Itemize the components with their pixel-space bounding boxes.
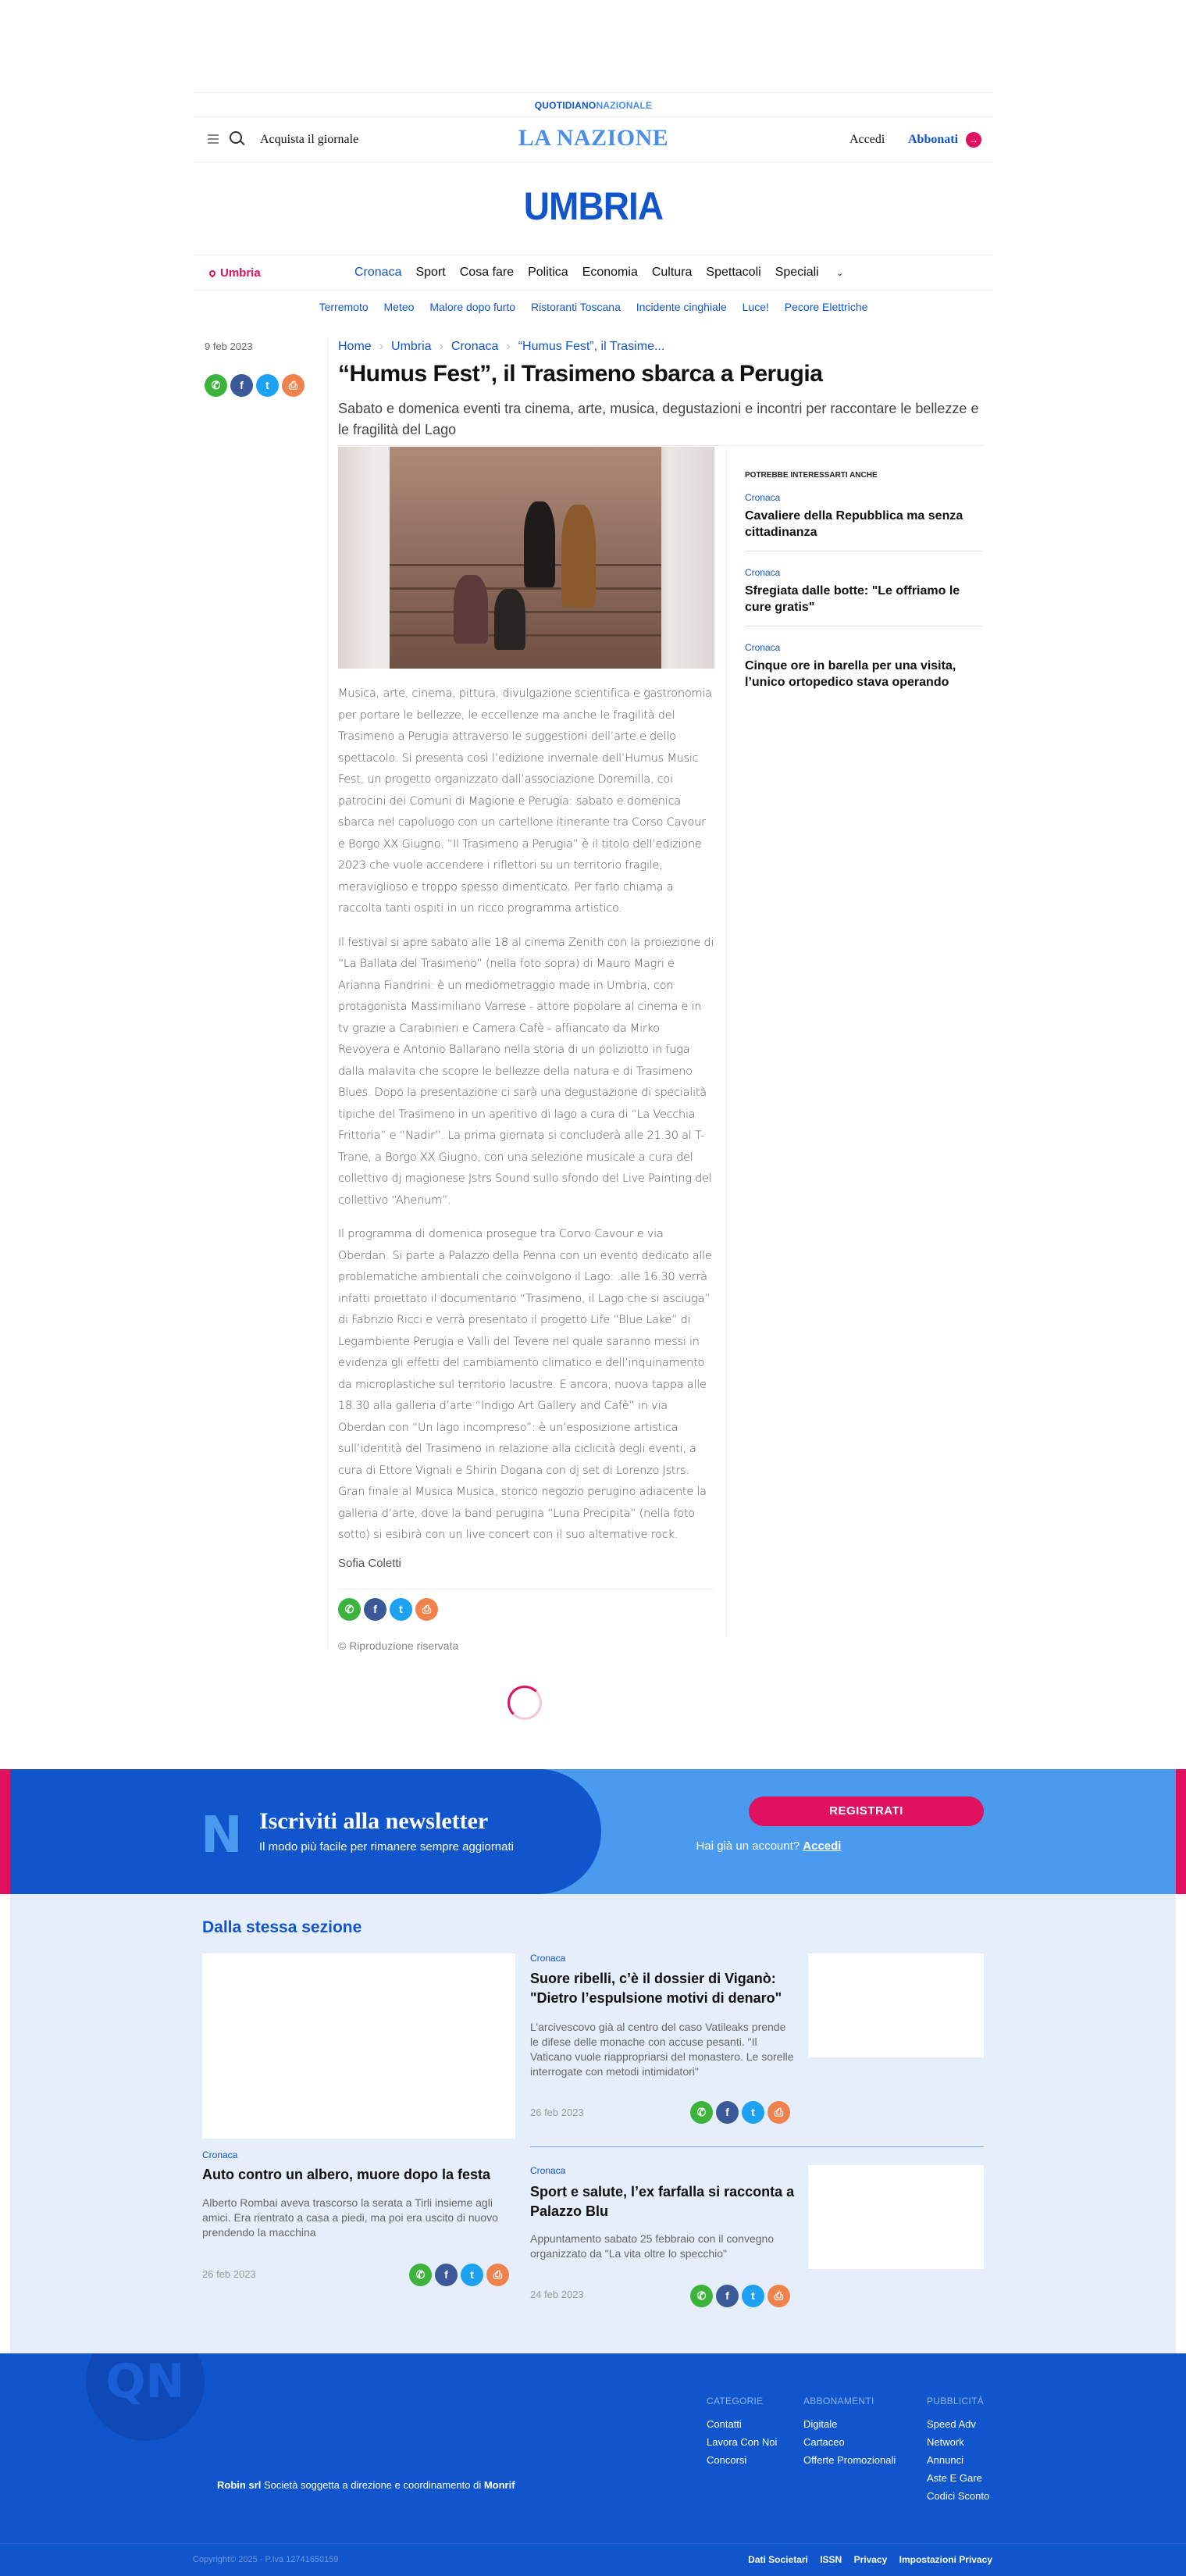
print-icon[interactable]: ⎙ — [282, 374, 305, 397]
facebook-icon[interactable]: f — [364, 1598, 386, 1621]
share-bar-bottom — [338, 1598, 438, 1621]
footer-link[interactable]: Network — [927, 2436, 964, 2448]
footer-col-abbonamenti — [803, 2392, 896, 2469]
whatsapp-icon[interactable]: ✆ — [409, 2264, 432, 2286]
nav-item-politica[interactable]: Politica — [528, 266, 568, 279]
footer-link[interactable]: Concorsi — [707, 2454, 747, 2466]
subscribe-link[interactable]: Abbonati — [908, 133, 959, 146]
subnav-item[interactable]: Malore dopo furto — [429, 301, 516, 313]
divider — [327, 337, 328, 1650]
card-date: 24 feb 2023 — [530, 2289, 584, 2300]
nav-location[interactable] — [209, 266, 261, 280]
footer-bottom-link[interactable]: Dati Societari — [748, 2554, 808, 2565]
nav-item-spettacoli[interactable]: Spettacoli — [706, 266, 761, 279]
facebook-icon[interactable]: f — [435, 2264, 458, 2286]
chevron-right-icon: › — [506, 340, 511, 353]
footer-link[interactable]: Contatti — [707, 2418, 742, 2430]
card-category[interactable]: Cronaca — [530, 1953, 566, 1964]
related-heading: POTREBBE INTERESSARTI ANCHE — [745, 471, 878, 480]
card-text: Alberto Rombai aveva trascorso la serata a Tirli insieme agli amici. Era rientrato a casa a piedi, ma poi era uscito di nuovo prendendo la macchina — [202, 2196, 498, 2239]
print-icon[interactable]: ⎙ — [415, 1598, 438, 1621]
nav-item-speciali-label: Speciali — [775, 266, 819, 279]
print-icon[interactable]: ⎙ — [768, 2101, 790, 2124]
same-section-heading: Dalla stessa sezione — [202, 1918, 362, 1936]
card-text: L’arcivescovo già al centro del caso Vatileaks prende le difese delle monache con accuse pesanti. "Il Vaticano vuole riappropriarsi del monastero. Le sorelle interrogate con metodi intimidatori" — [530, 2021, 794, 2078]
footer-heading: CATEGORIE — [707, 2396, 764, 2407]
related-title[interactable]: Cavaliere della Repubblica ma senza cittadinanza — [745, 509, 963, 539]
breadcrumb — [338, 340, 664, 354]
newsletter-logo: N — [201, 1807, 243, 1864]
arrow-right-icon[interactable]: → — [966, 132, 981, 148]
footer-col-categorie — [707, 2392, 777, 2469]
facebook-icon[interactable]: f — [230, 374, 253, 397]
related-item[interactable] — [745, 492, 982, 551]
same-section — [10, 1894, 1176, 2353]
newsletter-subtitle: Il modo più facile per rimanere sempre aggiornati — [259, 1840, 514, 1854]
related-title[interactable]: Cinque ore in barella per una visita, l’unico ortopedico stava operando — [745, 659, 956, 689]
nav-item-sport[interactable]: Sport — [415, 266, 446, 279]
main-header — [194, 117, 993, 162]
facebook-icon[interactable]: f — [716, 2285, 739, 2307]
chevron-right-icon: › — [439, 340, 443, 353]
article-title: “Humus Fest”, il Trasimeno sbarca a Perugia — [338, 361, 823, 387]
divider — [338, 445, 985, 446]
copyright-note: © Riproduzione riservata — [338, 1639, 459, 1652]
breadcrumb-cronaca[interactable]: Cronaca — [451, 340, 499, 353]
footer-link[interactable]: Annunci — [927, 2454, 963, 2466]
article-hero-image — [338, 447, 714, 669]
card-title[interactable]: Suore ribelli, c’è il dossier di Viganò: "Dietro l’espulsione motivi di denaro" — [530, 1971, 782, 2006]
footer-link[interactable]: Offerte Promozionali — [803, 2454, 896, 2466]
nav-item-speciali[interactable] — [775, 266, 858, 280]
card-share-bar — [690, 2101, 790, 2124]
company-text: Società soggetta a direzione e coordinamento di — [263, 2479, 482, 2491]
card-image[interactable] — [202, 1953, 515, 2139]
newsletter-login-link[interactable]: Accedi — [803, 1839, 842, 1853]
related-title[interactable]: Sfregiata dalle botte: "Le offriamo le cure gratis" — [745, 584, 960, 614]
qn-suffix: NAZIONALE — [596, 100, 653, 111]
footer-bottom — [0, 2543, 1186, 2576]
register-button[interactable]: REGISTRATI — [749, 1796, 984, 1826]
subnav-item[interactable]: Luce! — [742, 301, 769, 313]
login-link[interactable]: Accedi — [849, 133, 885, 146]
twitter-icon[interactable]: t — [742, 2285, 764, 2307]
twitter-icon[interactable]: t — [256, 374, 279, 397]
divider — [726, 447, 727, 1638]
brand-logo[interactable]: LA NAZIONE — [518, 125, 669, 151]
article-date: 9 feb 2023 — [205, 341, 253, 352]
card-share-bar — [409, 2264, 509, 2286]
footer-link[interactable]: Speed Adv — [927, 2418, 976, 2430]
whatsapp-icon[interactable]: ✆ — [690, 2285, 713, 2307]
card-image[interactable] — [808, 2165, 984, 2269]
footer-link[interactable]: Lavora Con Noi — [707, 2436, 778, 2448]
related-articles — [745, 471, 982, 716]
footer-link[interactable]: Digitale — [803, 2418, 838, 2430]
print-icon[interactable]: ⎙ — [486, 2264, 509, 2286]
location-pin-icon — [208, 269, 216, 277]
buy-newspaper-link[interactable]: Acquista il giornale — [260, 133, 359, 146]
footer-bottom-link[interactable]: Privacy — [853, 2554, 888, 2565]
article-paragraph: Musica, arte, cinema, pittura, divulgazione scientifica e gastronomia per portare le bellezze, le eccellenze ma anche le fragilità del Trasimeno a Perugia attraverso le suggestioni dell’arte e dello spettacolo. Si presenta così l’edizione invernale dell’Humus Music Fest, un progetto organizzato dall’associazione Doremilla, coi patrocini dei Comuni di Magione e Perugia: sabato e domenica sbarca nel capoluogo con un cartellone itinerante tra Corso Cavour e Borgo XX Giugno. “Il Trasimeno a Perugia” è il titolo dell’edizione 2023 che vuole accendere i riflettori su un territorio fragile, meraviglioso e troppo spesso dimenticato. Per farlo chiama a raccolta tanti ospiti in un ricco programma artistico. — [338, 687, 712, 915]
subnav-item[interactable]: Pecore Elettriche — [784, 301, 868, 313]
twitter-icon[interactable]: t — [742, 2101, 764, 2124]
breadcrumb-home[interactable]: Home — [338, 340, 372, 353]
qn-prefix: QUOTIDIANO — [534, 100, 597, 111]
newsletter-banner — [0, 1769, 1186, 1894]
article-body — [338, 683, 714, 1559]
footer-heading: PUBBLICITÀ — [927, 2396, 985, 2407]
share-bar-top — [205, 374, 305, 397]
loading-spinner-icon — [508, 1686, 542, 1720]
card-image[interactable] — [808, 1953, 984, 2057]
chevron-down-icon: ⌄ — [836, 269, 844, 278]
footer — [0, 2353, 1186, 2543]
card-category[interactable]: Cronaca — [530, 2165, 566, 2176]
related-category[interactable]: Cronaca — [745, 642, 781, 653]
print-icon[interactable]: ⎙ — [768, 2285, 790, 2307]
subnav-item[interactable]: Ristoranti Toscana — [530, 301, 621, 313]
card-date: 26 feb 2023 — [202, 2268, 256, 2280]
nav-location-label: Umbria — [220, 266, 261, 280]
subnav-item[interactable]: Meteo — [383, 301, 415, 313]
region-title[interactable]: UMBRIA — [523, 184, 664, 228]
footer-heading: ABBONAMENTI — [803, 2396, 874, 2407]
footer-link[interactable]: Codici Sconto — [927, 2490, 990, 2502]
card-title[interactable]: Sport e salute, l’ex farfalla si racconta a Palazzo Blu — [530, 2184, 795, 2219]
card-share-bar — [690, 2285, 790, 2307]
whatsapp-icon[interactable]: ✆ — [205, 374, 227, 397]
related-item[interactable] — [745, 642, 982, 701]
qn-topbar[interactable] — [194, 92, 993, 117]
parent-company-link[interactable]: Monrif — [483, 2479, 515, 2491]
nav-item-cosa-fare[interactable]: Cosa fare — [459, 266, 515, 279]
footer-company — [217, 2479, 515, 2491]
whatsapp-icon[interactable]: ✆ — [338, 1598, 361, 1621]
related-category[interactable]: Cronaca — [745, 492, 781, 503]
divider — [530, 2146, 984, 2147]
related-item[interactable] — [745, 567, 982, 626]
chevron-right-icon: › — [379, 340, 384, 353]
article-paragraph: Il programma di domenica prosegue tra Corvo Cavour e via Oberdan. Si parte a Palazzo della Penna con un evento dedicato alle problematiche ambientali che coinvolgono il Lago: .alle 16.30 verrà infatti proiettato il documentario “Trasimeno, il Lago che si asciuga” di Fabrizio Ricci e verrà presentato il progetto Life “Blue Lake” di Legambiente Perugia e Valli del Tevere nel quale saranno messi in evidenza gli effetti del cambiamento climatico e dell’inquinamento da microplastiche sul territorio lacustre. E ancora, nuova tappa alle 18.30 alla galleria d’arte “Indigo Art Gallery and Cafè” in via Oberdan con “Un lago incompreso”: è un’esposizione artistica sull’identità del Trasimeno in relazione alla ciclicità degli eventi, a cura di Ettore Vignali e Shirin Dogana con dj set di Lorenzo Jstrs. Gran finale al Musica Musica, storico negozio perugino adiacente la galleria d’arte, dove la band perugina “Luna Precipita” (nella foto sotto) si esibirà con un live concert con il suo alternative rock. — [338, 1228, 712, 1541]
related-category[interactable]: Cronaca — [745, 567, 781, 578]
article-subtitle: Sabato e domenica eventi tra cinema, arte, musica, degustazioni e incontri per raccontare le bellezze e le fragilità del Lago — [338, 401, 979, 437]
footer-link[interactable]: Aste E Gare — [927, 2472, 982, 2484]
nav-item-cronaca[interactable]: Cronaca — [354, 266, 402, 279]
newsletter-login-prompt — [0, 1839, 1186, 1853]
subnav-item[interactable]: Terremoto — [319, 301, 369, 313]
footer-col-pubblicita — [927, 2392, 989, 2505]
article-paragraph: Il festival si apre sabato alle 18 al cinema Zenith con la proiezione di “La Ballata del Trasimeno” (nella foto sopra) di Mauro Magri e Arianna Fiandrini: è un mediometraggio made in Umbria, con protagonista Massimiliano Varrese - attore popolare al cinema e in tv grazie a Carabinieri e Camera Cafè - affiancato da Mirko Revoyera e Antonio Ballarano nella storia di un poliziotto in fuga dalla malavita che scopre le bellezze della natura e di Trasimeno Blues. Dopo la presentazione ci sarà una degustazione di specialità tipiche del Trasimeno in un aperitivo di lago a cura di “La Vecchia Frittoria” e “Nadir”. La prima giornata si concluderà alle 21.30 al T-Trane, a Borgo XX Giugno, con una selezione musicale a cura del collettivo dj magionese Jstrs Sound sullo sfondo del Live Painting del collettivo “Ahenum”. — [338, 936, 714, 1207]
card-title[interactable]: Auto contro un albero, muore dopo la festa — [202, 2167, 491, 2182]
company-name: Robin srl — [217, 2479, 262, 2491]
newsletter-title: Iscriviti alla newsletter — [259, 1808, 489, 1834]
subnav-item[interactable]: Incidente cinghiale — [636, 301, 727, 313]
footer-copyright: Copyright© 2025 - P.Iva 12741650159 — [193, 2555, 339, 2564]
breadcrumb-umbria[interactable]: Umbria — [391, 340, 432, 353]
have-account-text: Hai già un account? — [696, 1839, 800, 1853]
twitter-icon[interactable]: t — [390, 1598, 412, 1621]
footer-link[interactable]: Cartaceo — [803, 2436, 845, 2448]
breadcrumb-current[interactable]: “Humus Fest”, il Trasime... — [518, 340, 665, 353]
main-nav — [194, 255, 993, 291]
footer-bottom-link[interactable]: ISSN — [820, 2554, 842, 2565]
facebook-icon[interactable]: f — [716, 2101, 739, 2124]
footer-bottom-link[interactable]: Impostazioni Privacy — [899, 2554, 992, 2565]
card-date: 26 feb 2023 — [530, 2107, 584, 2118]
nav-item-cultura[interactable]: Cultura — [651, 266, 693, 279]
whatsapp-icon[interactable]: ✆ — [690, 2101, 713, 2124]
card-category[interactable]: Cronaca — [202, 2150, 238, 2160]
twitter-icon[interactable]: t — [461, 2264, 483, 2286]
sub-nav — [194, 301, 993, 313]
article-author: Sofia Coletti — [338, 1557, 401, 1570]
nav-item-economia[interactable]: Economia — [582, 266, 638, 279]
card-text: Appuntamento sabato 25 febbraio con il convegno organizzato da "La vita oltre lo specchio" — [530, 2232, 775, 2260]
qn-footer-logo: QN — [86, 2353, 205, 2441]
